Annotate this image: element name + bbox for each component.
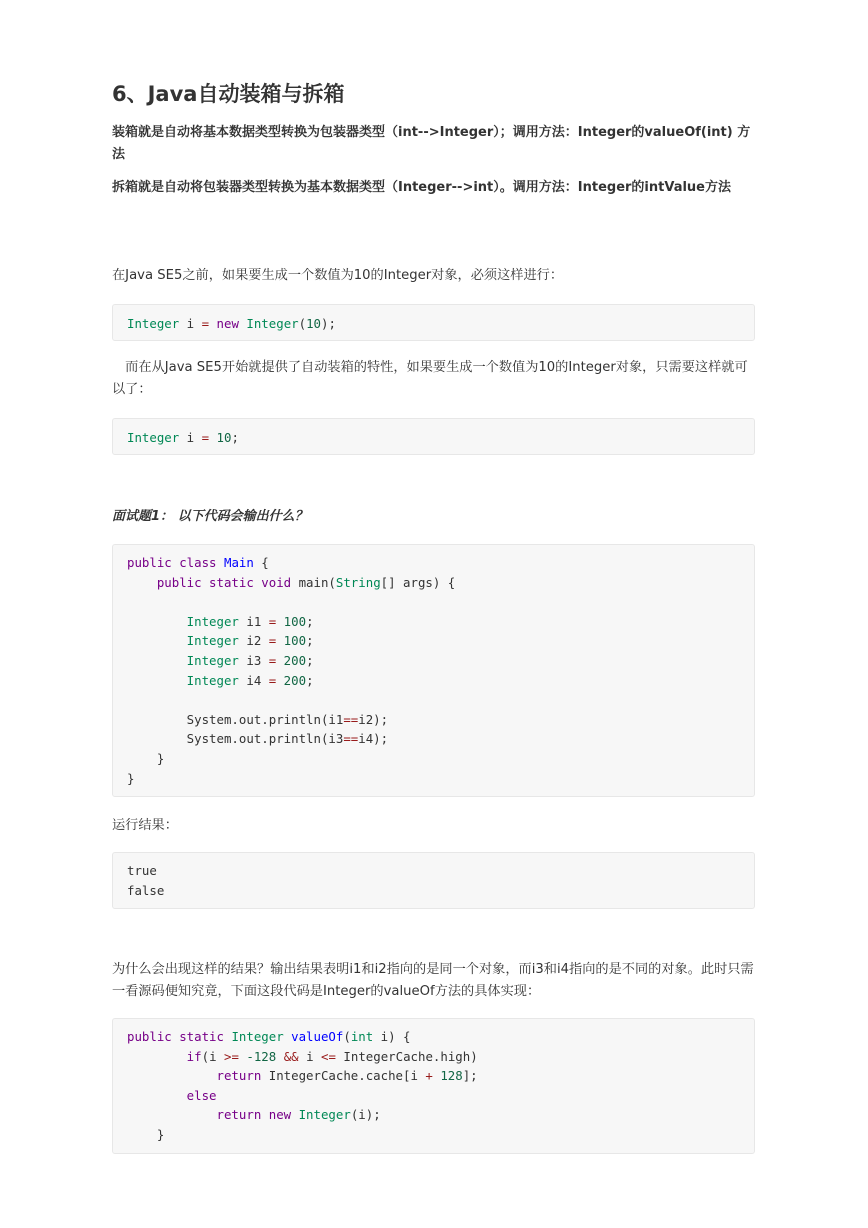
result-label: 运行结果： [112, 818, 178, 833]
interview-question: 面试题1： 以下代码会输出什么？ [112, 509, 308, 524]
code-block-main: public class Main { public static void main(String[] args) { Integer i1 = 100; Integer i2 = 100; Integer i3 = 200; Integer i4 = 200; System.out.println(i1==i2); System.out.println(i3==i4); } } [112, 544, 755, 797]
unboxing-definition: 拆箱就是自动将包装器类型转换为基本数据类型（Integer-->int）。调用方法：Integer的intValue方法 [112, 180, 731, 195]
section-heading: 6、Java自动装箱与拆箱 [112, 82, 345, 106]
paragraph-explanation: 为什么会出现这样的结果？输出结果表明i1和i2指向的是同一个对象，而i3和i4指向的是不同的对象。此时只需一看源码便知究竟，下面这段代码是Integer的valueOf方法的具体实现： [112, 962, 754, 999]
paragraph-before-se5: 在Java SE5之前，如果要生成一个数值为10的Integer对象，必须这样进行： [112, 268, 564, 283]
code-block-new-integer: Integer i = new Integer(10); [112, 304, 755, 341]
code-block-autobox: Integer i = 10; [112, 418, 755, 455]
paragraph-se5-autoboxing: 而在从Java SE5开始就提供了自动装箱的特性，如果要生成一个数值为10的Integer对象，只需要这样就可以了： [112, 360, 748, 397]
code-block-output: true false [112, 852, 755, 909]
code-block-valueof: public static Integer valueOf(int i) { if(i >= -128 && i <= IntegerCache.high) return IntegerCache.cache[i + 128]; else return new Integer(i); } [112, 1018, 755, 1154]
boxing-definition: 装箱就是自动将基本数据类型转换为包装器类型（int-->Integer）；调用方法：Integer的valueOf(int) 方法 [112, 125, 751, 162]
